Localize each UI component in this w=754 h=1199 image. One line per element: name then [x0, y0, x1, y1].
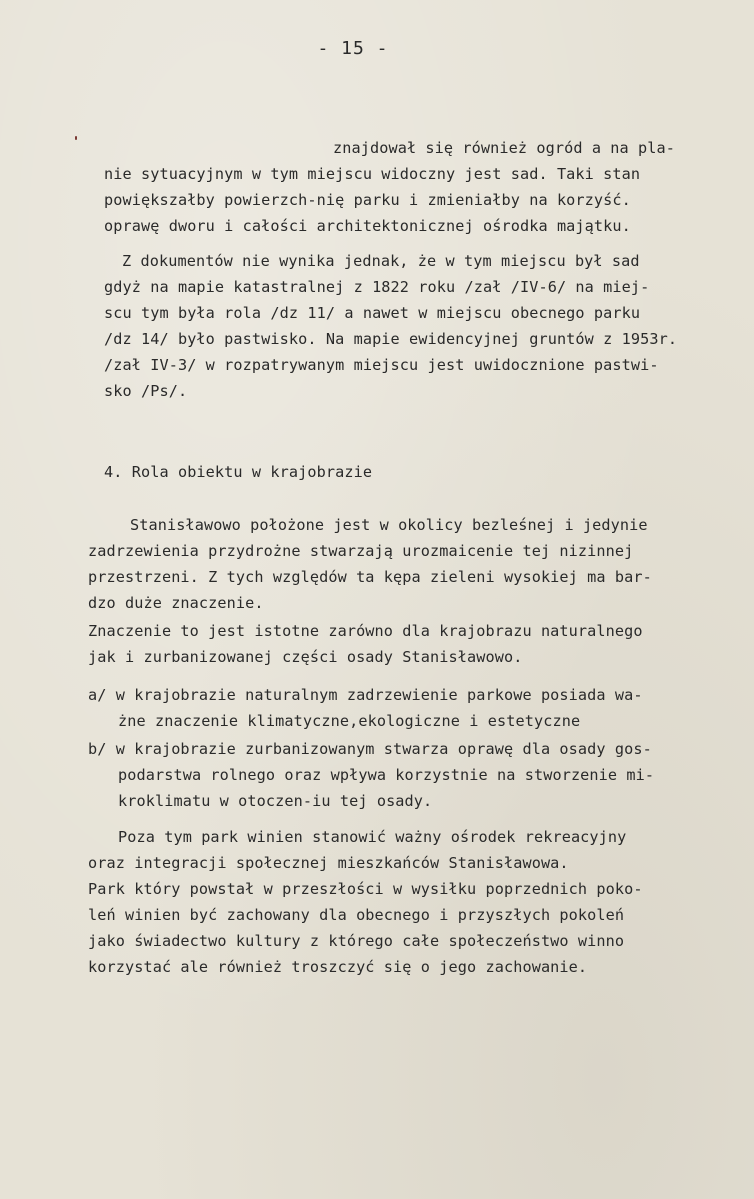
text-line: jako świadectwo kultury z którego całe społeczeństwo winno	[88, 932, 625, 950]
text-line: dzo duże znaczenie.	[88, 594, 264, 612]
text-line: Z dokumentów nie wynika jednak, że w tym miejscu był sad	[122, 252, 640, 270]
text-line: Poza tym park winien stanowić ważny ośrodek rekreacyjny	[118, 828, 627, 846]
text-line: sko /Ps/.	[104, 382, 188, 400]
text-line: znajdował się również ogród a na pla-	[333, 139, 676, 157]
text-line: podarstwa rolnego oraz wpływa korzystnie na stworzenie mi-	[118, 766, 655, 784]
text-line: jak i zurbanizowanej części osady Stanisławowo.	[88, 648, 523, 666]
section-heading: 4. Rola obiektu w krajobrazie	[104, 463, 373, 481]
text-line: Znaczenie to jest istotne zarówno dla krajobrazu naturalnego	[88, 622, 643, 640]
text-line: nie sytuacyjnym w tym miejscu widoczny jest sad. Taki stan	[104, 165, 641, 183]
text-line: Stanisławowo położone jest w okolicy bezleśnej i jedynie	[130, 516, 648, 534]
list-item-b: b/ w krajobrazie zurbanizowanym stwarza oprawę dla osady gos-	[88, 740, 652, 758]
text-line: oprawę dworu i całości architektonicznej ośrodka majątku.	[104, 217, 631, 235]
text-line: powiększałby powierzch-nię parku i zmieniałby na korzyść.	[104, 191, 631, 209]
text-line: żne znaczenie klimatyczne,ekologiczne i estetyczne	[118, 712, 581, 730]
text-line: scu tym była rola /dz 11/ a nawet w miejscu obecnego parku	[104, 304, 641, 322]
page-number: - 15 -	[317, 38, 389, 59]
text-line: gdyż na mapie katastralnej z 1822 roku /zał /IV-6/ na miej-	[104, 278, 650, 296]
text-line: korzystać ale również troszczyć się o jego zachowanie.	[88, 958, 588, 976]
text-line: /dz 14/ było pastwisko. Na mapie ewidencyjnej gruntów z 1953r.	[104, 330, 678, 348]
ink-mark	[75, 136, 77, 140]
list-item-a: a/ w krajobrazie naturalnym zadrzewienie parkowe posiada wa-	[88, 686, 643, 704]
text-line: przestrzeni. Z tych względów ta kępa zieleni wysokiej ma bar-	[88, 568, 652, 586]
text-line: Park który powstał w przeszłości w wysiłku poprzednich poko-	[88, 880, 643, 898]
text-line: leń winien być zachowany dla obecnego i przyszłych pokoleń	[88, 906, 625, 924]
text-line: oraz integracji społecznej mieszkańców Stanisławowa.	[88, 854, 569, 872]
text-line: zadrzewienia przydrożne stwarzają urozmaicenie tej nizinnej	[88, 542, 634, 560]
text-line: kroklimatu w otoczen-iu tej osady.	[118, 792, 433, 810]
text-line: /zał IV-3/ w rozpatrywanym miejscu jest uwidocznione pastwi-	[104, 356, 659, 374]
